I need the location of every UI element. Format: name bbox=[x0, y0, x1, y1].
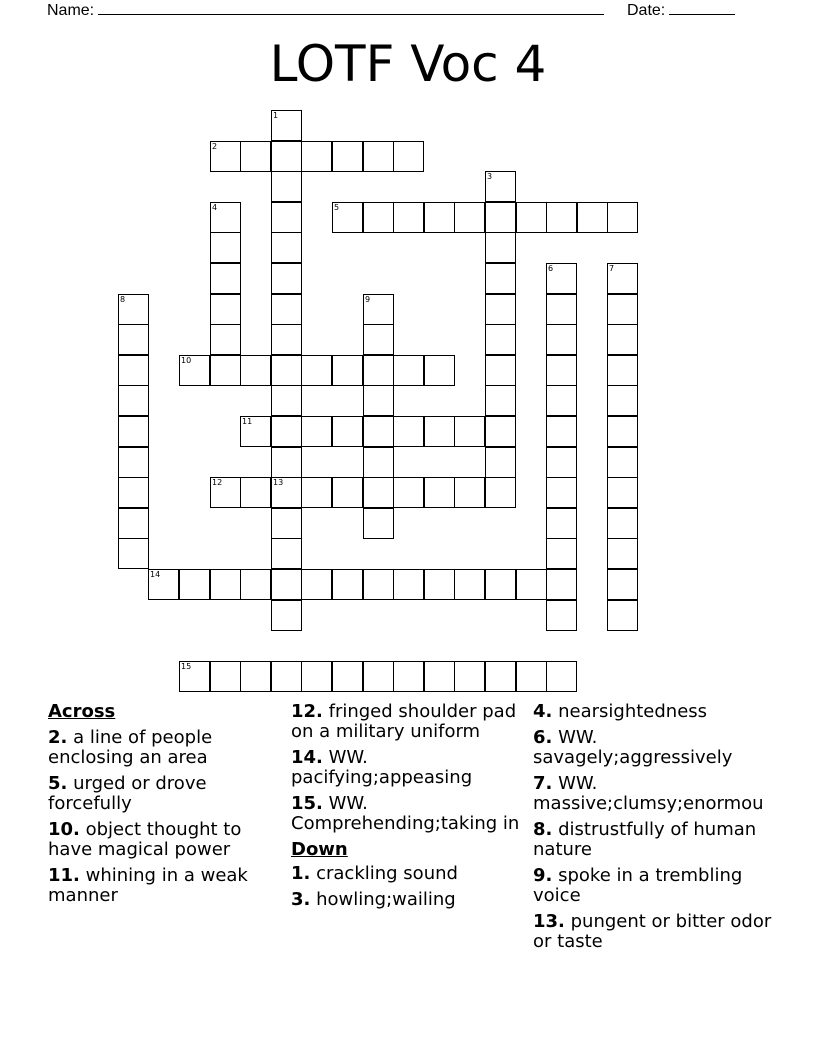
grid-cell[interactable] bbox=[546, 600, 577, 631]
clue-item-number: 7. bbox=[533, 773, 553, 794]
grid-cell[interactable] bbox=[607, 355, 638, 386]
clue-item bbox=[48, 866, 286, 906]
grid-cell[interactable] bbox=[210, 324, 241, 355]
grid-cell[interactable] bbox=[210, 202, 241, 233]
grid-cell[interactable] bbox=[607, 385, 638, 416]
grid-cell[interactable] bbox=[240, 661, 271, 692]
grid-cell[interactable] bbox=[271, 569, 302, 600]
clue-column-3 bbox=[533, 702, 783, 958]
clue-item bbox=[48, 774, 286, 814]
clue-number: 1 bbox=[273, 111, 279, 120]
grid-cell[interactable] bbox=[332, 416, 363, 447]
clue-number: 9 bbox=[365, 295, 371, 304]
clue-item-number: 4. bbox=[533, 701, 553, 722]
clue-item bbox=[291, 890, 529, 910]
grid-cell[interactable] bbox=[485, 324, 516, 355]
grid-cell[interactable] bbox=[240, 477, 271, 508]
grid-cell[interactable] bbox=[393, 416, 424, 447]
grid-cell[interactable] bbox=[577, 202, 608, 233]
grid-cell[interactable] bbox=[118, 294, 149, 325]
clue-number: 6 bbox=[548, 264, 554, 273]
grid-cell[interactable] bbox=[546, 263, 577, 294]
grid-cell[interactable] bbox=[454, 661, 485, 692]
grid-cell[interactable] bbox=[179, 355, 210, 386]
grid-cell[interactable] bbox=[301, 477, 332, 508]
page-title: LOTF Voc 4 bbox=[269, 35, 547, 93]
grid-cell[interactable] bbox=[485, 263, 516, 294]
clue-column-1 bbox=[48, 702, 286, 912]
grid-cell[interactable] bbox=[485, 416, 516, 447]
grid-cell[interactable] bbox=[424, 355, 455, 386]
grid-cell[interactable] bbox=[393, 141, 424, 172]
clue-item-text: crackling sound bbox=[310, 863, 458, 884]
grid-cell[interactable] bbox=[546, 447, 577, 478]
grid-cell[interactable] bbox=[210, 141, 241, 172]
grid-cell[interactable] bbox=[485, 232, 516, 263]
grid-cell[interactable] bbox=[210, 569, 241, 600]
clue-item bbox=[291, 748, 529, 788]
grid-cell[interactable] bbox=[485, 477, 516, 508]
grid-cell[interactable] bbox=[301, 355, 332, 386]
grid-cell[interactable] bbox=[363, 569, 394, 600]
clue-item-number: 15. bbox=[291, 793, 323, 814]
clue-column-2 bbox=[291, 702, 529, 916]
grid-cell[interactable] bbox=[546, 355, 577, 386]
grid-cell[interactable] bbox=[118, 447, 149, 478]
grid-cell[interactable] bbox=[332, 569, 363, 600]
grid-cell[interactable] bbox=[516, 661, 547, 692]
grid-cell[interactable] bbox=[516, 569, 547, 600]
grid-cell[interactable] bbox=[607, 263, 638, 294]
clue-item-number: 11. bbox=[48, 865, 80, 886]
grid-cell[interactable] bbox=[118, 538, 149, 569]
grid-cell[interactable] bbox=[363, 324, 394, 355]
grid-cell[interactable] bbox=[301, 416, 332, 447]
clue-item-text: fringed shoulder pad on a military uniform bbox=[291, 701, 517, 742]
grid-cell[interactable] bbox=[118, 416, 149, 447]
grid-cell[interactable] bbox=[271, 385, 302, 416]
grid-cell[interactable] bbox=[424, 416, 455, 447]
grid-cell[interactable] bbox=[607, 447, 638, 478]
grid-cell[interactable] bbox=[363, 141, 394, 172]
grid-cell[interactable] bbox=[210, 294, 241, 325]
grid-cell[interactable] bbox=[118, 508, 149, 539]
grid-cell[interactable] bbox=[363, 355, 394, 386]
grid-cell[interactable] bbox=[240, 416, 271, 447]
grid-cell[interactable] bbox=[607, 416, 638, 447]
clue-item-text: WW. pacifying;appeasing bbox=[291, 747, 473, 788]
date-label: Date: bbox=[627, 2, 666, 19]
grid-cell[interactable] bbox=[148, 569, 179, 600]
grid-cell[interactable] bbox=[485, 294, 516, 325]
grid-cell[interactable] bbox=[485, 569, 516, 600]
grid-cell[interactable] bbox=[271, 171, 302, 202]
clue-number: 15 bbox=[181, 662, 192, 671]
grid-cell[interactable] bbox=[271, 110, 302, 141]
clue-item bbox=[533, 820, 783, 860]
grid-cell[interactable] bbox=[546, 569, 577, 600]
grid-cell[interactable] bbox=[210, 661, 241, 692]
grid-cell[interactable] bbox=[454, 202, 485, 233]
grid-cell[interactable] bbox=[271, 416, 302, 447]
clue-item-text: nearsightedness bbox=[552, 701, 708, 722]
clue-item bbox=[533, 774, 783, 814]
clue-item-text: a line of people enclosing an area bbox=[48, 727, 213, 768]
clue-item-number: 13. bbox=[533, 911, 565, 932]
grid-cell[interactable] bbox=[118, 355, 149, 386]
grid-cell[interactable] bbox=[210, 263, 241, 294]
grid-cell[interactable] bbox=[607, 508, 638, 539]
grid-cell[interactable] bbox=[118, 324, 149, 355]
grid-cell[interactable] bbox=[301, 569, 332, 600]
grid-cell[interactable] bbox=[546, 538, 577, 569]
grid-cell[interactable] bbox=[271, 355, 302, 386]
grid-cell[interactable] bbox=[516, 202, 547, 233]
grid-cell[interactable] bbox=[179, 661, 210, 692]
grid-cell[interactable] bbox=[271, 141, 302, 172]
grid-cell[interactable] bbox=[332, 355, 363, 386]
grid-cell[interactable] bbox=[363, 294, 394, 325]
grid-cell[interactable] bbox=[210, 232, 241, 263]
grid-cell[interactable] bbox=[271, 447, 302, 478]
grid-cell[interactable] bbox=[546, 416, 577, 447]
grid-cell[interactable] bbox=[546, 477, 577, 508]
clue-number: 13 bbox=[273, 478, 284, 487]
grid-cell[interactable] bbox=[332, 141, 363, 172]
clue-item bbox=[48, 820, 286, 860]
clue-item bbox=[533, 702, 783, 722]
grid-cell[interactable] bbox=[301, 661, 332, 692]
grid-cell[interactable] bbox=[607, 477, 638, 508]
grid-cell[interactable] bbox=[485, 385, 516, 416]
clue-item-number: 14. bbox=[291, 747, 323, 768]
grid-cell[interactable] bbox=[546, 508, 577, 539]
grid-cell[interactable] bbox=[332, 202, 363, 233]
grid-cell[interactable] bbox=[393, 661, 424, 692]
clue-item bbox=[291, 864, 529, 884]
clue-item-text: urged or drove forcefully bbox=[48, 773, 207, 814]
grid-cell[interactable] bbox=[363, 661, 394, 692]
clue-item-text: WW. savagely;aggressively bbox=[533, 727, 733, 768]
clue-item-text: spoke in a trembling voice bbox=[533, 865, 743, 906]
grid-cell[interactable] bbox=[393, 202, 424, 233]
grid-cell[interactable] bbox=[607, 294, 638, 325]
grid-cell[interactable] bbox=[332, 477, 363, 508]
grid-cell[interactable] bbox=[607, 324, 638, 355]
grid-cell[interactable] bbox=[271, 263, 302, 294]
clue-item-number: 3. bbox=[291, 889, 311, 910]
grid-cell[interactable] bbox=[607, 202, 638, 233]
clue-number: 3 bbox=[487, 172, 493, 181]
clue-number: 7 bbox=[609, 264, 615, 273]
grid-cell[interactable] bbox=[240, 569, 271, 600]
grid-cell[interactable] bbox=[424, 569, 455, 600]
clue-number: 12 bbox=[212, 478, 223, 487]
grid-cell[interactable] bbox=[271, 477, 302, 508]
grid-cell[interactable] bbox=[118, 477, 149, 508]
clue-item-number: 12. bbox=[291, 701, 323, 722]
clue-item-text: howling;wailing bbox=[310, 889, 456, 910]
grid-cell[interactable] bbox=[271, 600, 302, 631]
grid-cell[interactable] bbox=[546, 661, 577, 692]
grid-cell[interactable] bbox=[363, 385, 394, 416]
grid-cell[interactable] bbox=[607, 600, 638, 631]
grid-cell[interactable] bbox=[332, 661, 363, 692]
grid-cell[interactable] bbox=[240, 355, 271, 386]
grid-cell[interactable] bbox=[271, 538, 302, 569]
clue-item bbox=[533, 728, 783, 768]
grid-cell[interactable] bbox=[179, 569, 210, 600]
grid-cell[interactable] bbox=[546, 294, 577, 325]
grid-cell[interactable] bbox=[210, 477, 241, 508]
grid-cell[interactable] bbox=[363, 202, 394, 233]
clue-item-number: 9. bbox=[533, 865, 553, 886]
clue-item-number: 2. bbox=[48, 727, 68, 748]
grid-cell[interactable] bbox=[424, 661, 455, 692]
clue-item bbox=[291, 794, 529, 834]
grid-cell[interactable] bbox=[271, 508, 302, 539]
grid-cell[interactable] bbox=[454, 569, 485, 600]
clue-item bbox=[533, 912, 783, 952]
grid-cell[interactable] bbox=[240, 141, 271, 172]
grid-cell[interactable] bbox=[485, 661, 516, 692]
clue-number: 4 bbox=[212, 203, 218, 212]
clue-item-number: 6. bbox=[533, 727, 553, 748]
grid-cell[interactable] bbox=[454, 416, 485, 447]
clue-number: 11 bbox=[242, 417, 253, 426]
grid-cell[interactable] bbox=[607, 538, 638, 569]
grid-cell[interactable] bbox=[393, 477, 424, 508]
across-heading: Across bbox=[48, 701, 116, 722]
grid-cell[interactable] bbox=[271, 294, 302, 325]
grid-cell[interactable] bbox=[485, 355, 516, 386]
clue-number: 2 bbox=[212, 142, 218, 151]
grid-cell[interactable] bbox=[271, 324, 302, 355]
clue-item bbox=[48, 728, 286, 768]
grid-cell[interactable] bbox=[546, 385, 577, 416]
clue-number: 10 bbox=[181, 356, 192, 365]
grid-cell[interactable] bbox=[301, 141, 332, 172]
clue-item-text: pungent or bitter odor or taste bbox=[533, 911, 772, 952]
clue-item bbox=[291, 702, 529, 742]
grid-cell[interactable] bbox=[393, 569, 424, 600]
grid-cell[interactable] bbox=[424, 477, 455, 508]
grid-cell[interactable] bbox=[454, 477, 485, 508]
clue-item-text: object thought to have magical power bbox=[48, 819, 242, 860]
clue-item-text: WW. massive;clumsy;enormou bbox=[533, 773, 764, 814]
clue-number: 8 bbox=[120, 295, 126, 304]
grid-cell[interactable] bbox=[424, 202, 455, 233]
clue-number: 14 bbox=[150, 570, 161, 579]
clue-number: 5 bbox=[334, 203, 340, 212]
clue-item-text: whining in a weak manner bbox=[48, 865, 248, 906]
grid-cell[interactable] bbox=[546, 324, 577, 355]
grid-cell[interactable] bbox=[271, 232, 302, 263]
clue-item-text: distrustfully of human nature bbox=[533, 819, 757, 860]
clue-item-number: 10. bbox=[48, 819, 80, 840]
grid-cell[interactable] bbox=[271, 202, 302, 233]
grid-cell[interactable] bbox=[363, 447, 394, 478]
name-label: Name: bbox=[47, 2, 95, 19]
grid-cell[interactable] bbox=[485, 447, 516, 478]
clue-item bbox=[533, 866, 783, 906]
clue-item-number: 1. bbox=[291, 863, 311, 884]
grid-cell[interactable] bbox=[118, 385, 149, 416]
grid-cell[interactable] bbox=[363, 477, 394, 508]
clue-item-number: 8. bbox=[533, 819, 553, 840]
grid-cell[interactable] bbox=[363, 508, 394, 539]
grid-cell[interactable] bbox=[546, 202, 577, 233]
grid-cell[interactable] bbox=[363, 416, 394, 447]
grid-cell[interactable] bbox=[393, 355, 424, 386]
grid-cell[interactable] bbox=[210, 355, 241, 386]
grid-cell[interactable] bbox=[485, 171, 516, 202]
grid-cell[interactable] bbox=[485, 202, 516, 233]
clue-item-text: WW. Comprehending;taking in bbox=[291, 793, 520, 834]
down-heading: Down bbox=[291, 839, 348, 860]
grid-cell[interactable] bbox=[607, 569, 638, 600]
clue-item-number: 5. bbox=[48, 773, 68, 794]
grid-cell[interactable] bbox=[271, 661, 302, 692]
